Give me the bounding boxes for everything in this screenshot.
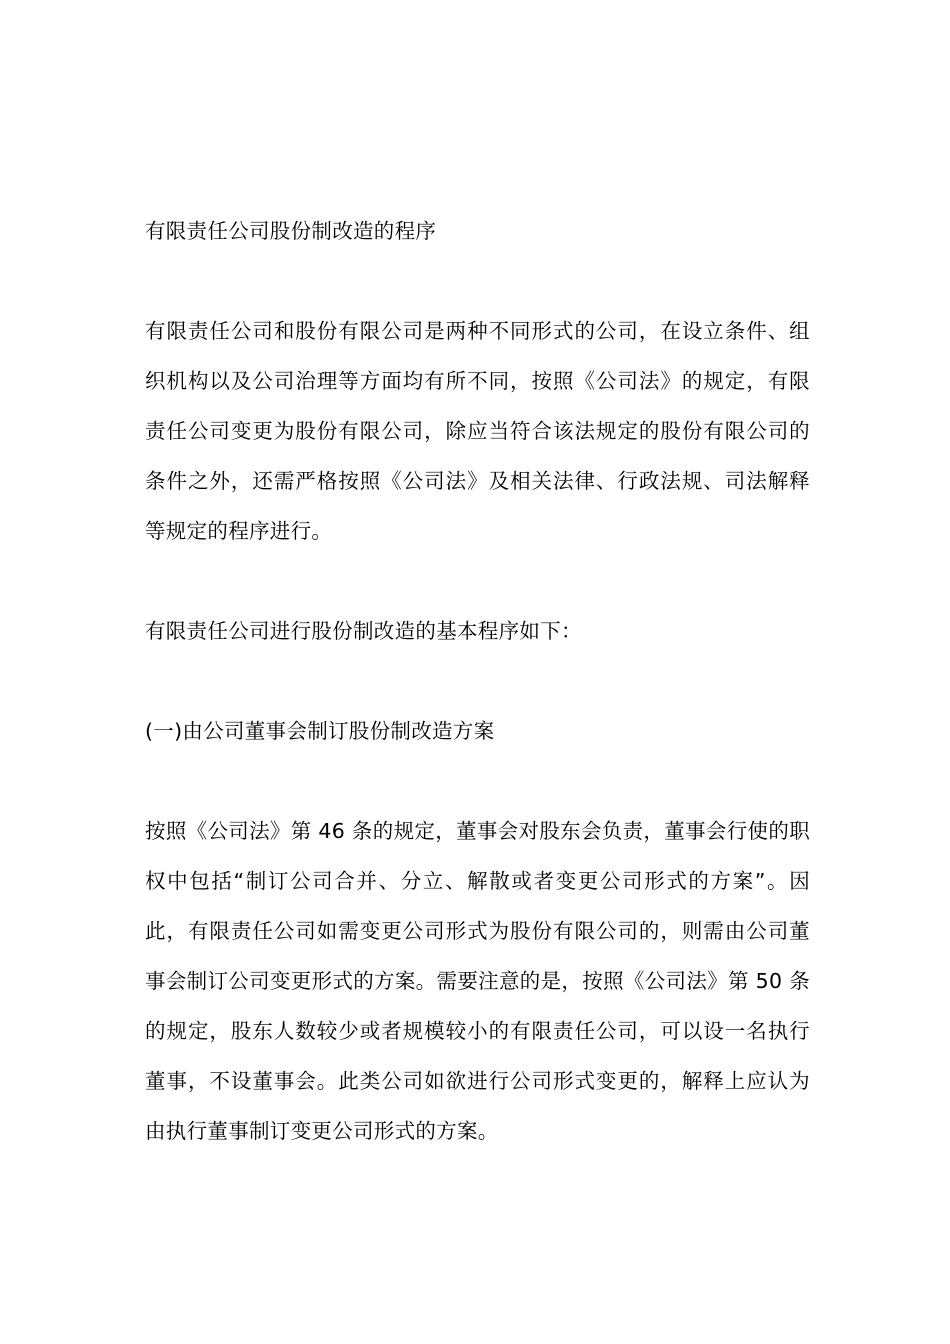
section-heading: (一)由公司董事会制订股份制改造方案 — [145, 719, 495, 743]
procedure-lead-paragraph: 有限责任公司进行股份制改造的基本程序如下： — [145, 619, 582, 643]
document-title: 有限责任公司股份制改造的程序 — [145, 219, 437, 243]
section-body-paragraph: 按照《公司法》第 46 条的规定，董事会对股东会负责，董事会行使的职权中包括“制订公司合并、分立、解散或者变更公司形式的方案”。因此，有限责任公司如需变更公司形式为股份有限公司的，则需由公司董事会制订公司变更形式的方案。需要注意的是，按照《公司法》第 50 条的规定，股东人数较少或者规模较小的有限责任公司，可以设一名执行董事，不设董事会。此类公司如欲进行公司形式变更的，解释上应认为由执行董事制订变更公司形式的方案。 — [145, 819, 810, 1143]
intro-paragraph: 有限责任公司和股份有限公司是两种不同形式的公司，在设立条件、组织机构以及公司治理等方面均有所不同，按照《公司法》的规定，有限责任公司变更为股份有限公司，除应当符合该法规定的股份有限公司的条件之外，还需严格按照《公司法》及相关法律、行政法规、司法解释等规定的程序进行。 — [145, 319, 810, 543]
